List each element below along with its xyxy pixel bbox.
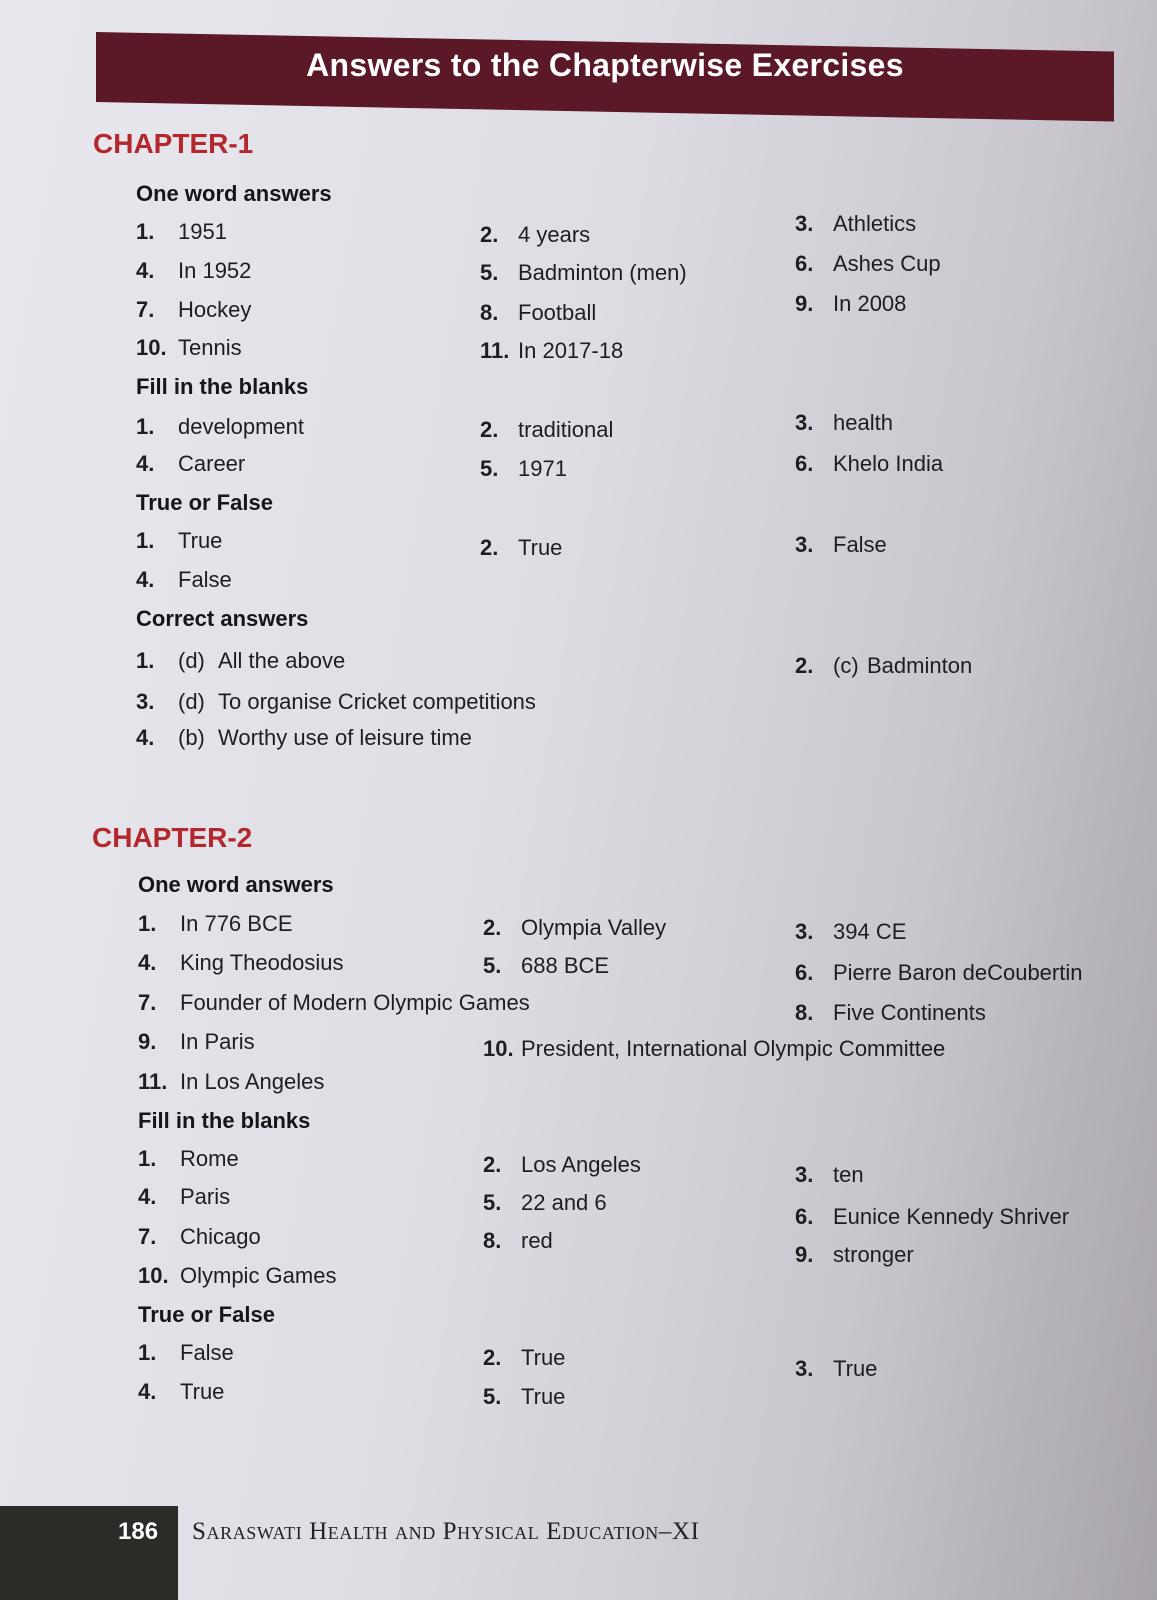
ch1-correct-answers-heading: Correct answers	[136, 606, 309, 631]
ch2-one-word-answer-9: 9. In Paris	[138, 1029, 255, 1054]
ch1-one-word-heading: One word answers	[136, 181, 332, 206]
ch1-one-word-answer-8: 8. Football	[480, 300, 597, 325]
ch2-one-word-heading: One word answers	[138, 872, 334, 897]
ch1-one-word-answer-9: 9. In 2008	[795, 291, 907, 316]
ch2-tf-answer-3: 3. True	[795, 1356, 878, 1381]
ch1-true-false-heading: True or False	[136, 490, 273, 515]
ch2-tf-answer-4: 4. True	[138, 1379, 225, 1404]
ch2-one-word-answer-10: 10. President, International Olympic Committee	[483, 1036, 946, 1061]
ch1-fill-answer-4: 4. Career	[136, 451, 246, 476]
ch2-one-word-answer-6: 6. Pierre Baron deCoubertin	[795, 960, 1083, 985]
ch1-one-word-answer-3: 3. Athletics	[795, 211, 917, 236]
ch1-correct-answer-3: 3. (d) To organise Cricket competitions	[136, 689, 536, 714]
ch2-one-word-answer-11: 11. In Los Angeles	[138, 1069, 325, 1094]
ch2-fill-answer-6: 6. Eunice Kennedy Shriver	[795, 1204, 1070, 1229]
chapter-1-heading: CHAPTER-1	[93, 128, 254, 159]
ch1-one-word-answer-10: 10. Tennis	[136, 335, 242, 360]
ch2-one-word-answer-5: 5. 688 BCE	[483, 953, 610, 978]
ch2-one-word-answer-2: 2. Olympia Valley	[483, 915, 667, 940]
ch2-one-word-answer-3: 3. 394 CE	[795, 919, 907, 944]
ch2-one-word-answer-1: 1. In 776 BCE	[138, 911, 293, 936]
ch1-one-word-answer-2: 2. 4 years	[480, 222, 591, 247]
ch2-fill-answer-4: 4. Paris	[138, 1184, 231, 1209]
ch1-correct-answer-1: 1. (d) All the above	[136, 648, 346, 673]
ch2-one-word-answer-7: 7. Founder of Modern Olympic Games	[138, 990, 530, 1015]
ch1-correct-answer-4: 4. (b) Worthy use of leisure time	[136, 725, 472, 750]
chapter-2-heading: CHAPTER-2	[92, 822, 253, 853]
ch2-tf-answer-1: 1. False	[138, 1340, 234, 1365]
ch1-one-word-answer-4: 4. In 1952	[136, 258, 252, 283]
ch1-fill-answer-6: 6. Khelo India	[795, 451, 944, 476]
ch1-fill-blanks-heading: Fill in the blanks	[136, 374, 309, 399]
ch1-one-word-answer-6: 6. Ashes Cup	[795, 251, 941, 276]
ch2-fill-answer-7: 7. Chicago	[138, 1224, 261, 1249]
ch2-fill-answer-3: 3. ten	[795, 1162, 864, 1187]
ch1-one-word-answer-7: 7. Hockey	[136, 297, 252, 322]
ch2-fill-answer-5: 5. 22 and 6	[483, 1190, 607, 1215]
ch2-fill-answer-8: 8. red	[483, 1228, 553, 1253]
ch2-true-false-heading: True or False	[138, 1302, 275, 1327]
ch1-tf-answer-4: 4. False	[136, 567, 232, 592]
ch1-fill-answer-2: 2. traditional	[480, 417, 614, 442]
ch1-tf-answer-2: 2. True	[480, 535, 563, 560]
ch1-one-word-answer-5: 5. Badminton (men)	[480, 260, 687, 285]
ch2-fill-answer-9: 9. stronger	[795, 1242, 914, 1267]
ch1-fill-answer-5: 5. 1971	[480, 456, 567, 481]
ch1-one-word-answer-1: 1. 1951	[136, 219, 227, 244]
ch1-tf-answer-1: 1. True	[136, 528, 223, 553]
page-number: 186	[118, 1518, 159, 1545]
ch2-one-word-answer-4: 4. King Theodosius	[138, 950, 344, 975]
ch2-tf-answer-2: 2. True	[483, 1345, 566, 1370]
ch1-correct-answer-2: 2. (c) Badminton	[795, 653, 973, 678]
page-title: Answers to the Chapterwise Exercises	[306, 47, 904, 83]
book-title: Saraswati Health and Physical Education–XI	[192, 1518, 700, 1545]
ch2-fill-answer-10: 10. Olympic Games	[138, 1263, 337, 1288]
ch2-fill-blanks-heading: Fill in the blanks	[138, 1108, 311, 1133]
ch1-fill-answer-3: 3. health	[795, 410, 893, 435]
ch1-one-word-answer-11: 11. In 2017-18	[480, 338, 624, 363]
ch1-tf-answer-3: 3. False	[795, 532, 887, 557]
ch2-tf-answer-5: 5. True	[483, 1384, 566, 1409]
ch2-one-word-answer-8: 8. Five Continents	[795, 1000, 986, 1025]
ch2-fill-answer-1: 1. Rome	[138, 1146, 239, 1171]
ch2-fill-answer-2: 2. Los Angeles	[483, 1152, 641, 1177]
ch1-fill-answer-1: 1. development	[136, 414, 304, 439]
